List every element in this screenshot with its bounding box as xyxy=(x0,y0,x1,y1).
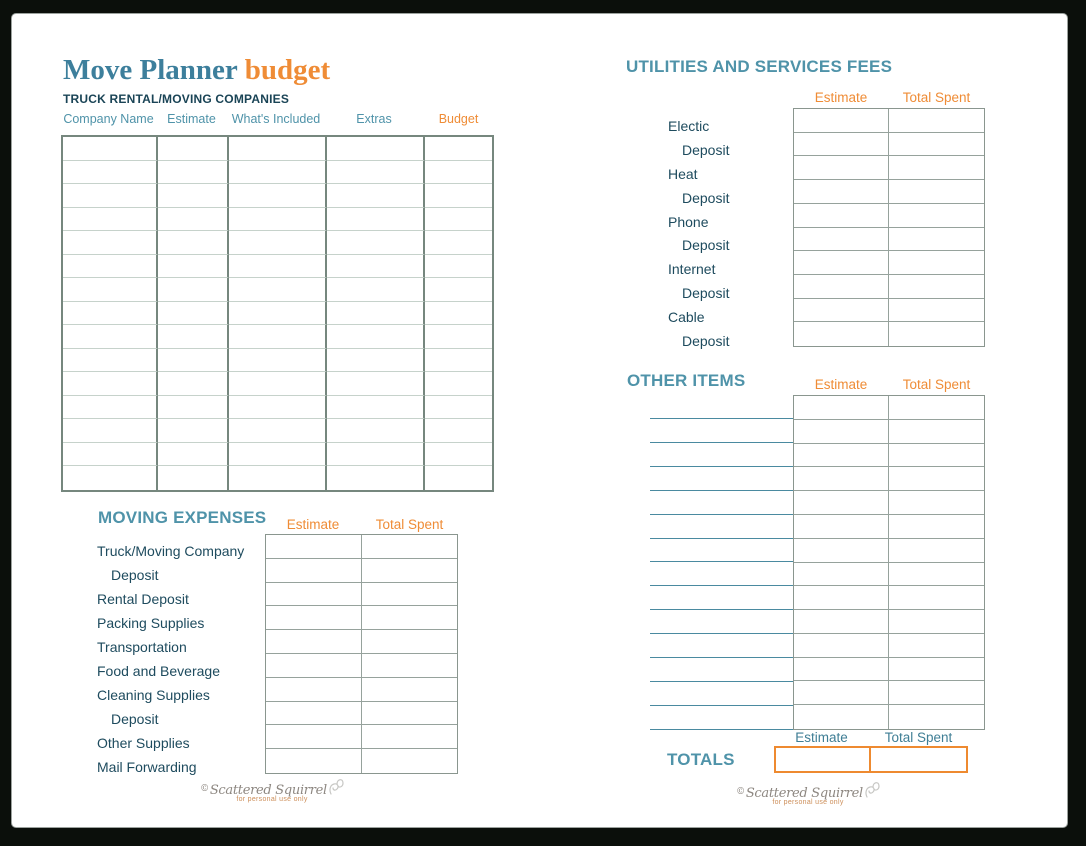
column-header-budget: Budget xyxy=(438,112,479,126)
blank-table-cell xyxy=(266,678,362,702)
blank-table-cell xyxy=(63,372,158,396)
logo-subtext: for personal use only xyxy=(236,796,308,803)
blank-table-cell xyxy=(229,184,327,208)
companies-table xyxy=(61,135,494,492)
blank-table-cell xyxy=(327,443,425,467)
blank-table-cell xyxy=(889,228,984,252)
blank-table-cell xyxy=(362,583,458,607)
blank-table-cell xyxy=(327,349,425,373)
blank-table-cell xyxy=(229,255,327,279)
blank-table-cell xyxy=(794,396,889,420)
blank-table-cell xyxy=(794,586,889,610)
blank-table-cell xyxy=(158,302,229,326)
blank-table-cell xyxy=(327,302,425,326)
write-in-line xyxy=(650,706,793,730)
blank-table-cell xyxy=(794,491,889,515)
row-label: Deposit xyxy=(111,711,159,727)
row-label: Packing Supplies xyxy=(97,615,205,631)
utilities-table xyxy=(793,108,985,347)
moving-total-spent-header: Total Spent xyxy=(375,517,444,532)
blank-table-cell xyxy=(425,208,492,232)
blank-table-cell xyxy=(327,231,425,255)
blank-table-cell xyxy=(63,325,158,349)
blank-table-cell xyxy=(889,563,984,587)
blank-table-cell xyxy=(63,396,158,420)
blank-table-cell xyxy=(158,208,229,232)
blank-table-cell xyxy=(229,372,327,396)
blank-table-cell xyxy=(794,109,889,133)
other-items-heading: OTHER ITEMS xyxy=(627,371,746,390)
totals-heading: TOTALS xyxy=(667,750,735,769)
logo-row xyxy=(736,779,880,801)
squirrel-icon xyxy=(864,779,880,799)
blank-table-cell xyxy=(229,419,327,443)
blank-table-cell xyxy=(327,255,425,279)
moving-estimate-header: Estimate xyxy=(286,517,340,532)
blank-table-cell xyxy=(158,325,229,349)
row-label: Deposit xyxy=(682,333,730,350)
blank-table-cell xyxy=(158,372,229,396)
blank-table-cell xyxy=(266,606,362,630)
blank-table-cell xyxy=(794,133,889,157)
blank-table-cell xyxy=(794,204,889,228)
blank-table-cell xyxy=(794,322,889,346)
planner-page xyxy=(11,13,1068,828)
blank-table-cell xyxy=(425,349,492,373)
blank-table-cell xyxy=(327,372,425,396)
blank-table-cell xyxy=(889,586,984,610)
blank-table-cell xyxy=(327,184,425,208)
totals-estimate-cell xyxy=(776,748,871,771)
scattered-squirrel-logo xyxy=(736,779,873,806)
blank-table-cell xyxy=(158,396,229,420)
write-in-line xyxy=(650,395,793,419)
row-label: Rental Deposit xyxy=(97,591,189,607)
blank-table-cell xyxy=(327,419,425,443)
utilities-estimate-header: Estimate xyxy=(814,90,868,105)
blank-table-cell xyxy=(889,515,984,539)
blank-table-cell xyxy=(362,535,458,559)
blank-table-cell xyxy=(266,535,362,559)
blank-table-cell xyxy=(158,443,229,467)
blank-table-cell xyxy=(889,180,984,204)
row-label: Deposit xyxy=(682,189,730,206)
blank-table-cell xyxy=(229,302,327,326)
blank-table-cell xyxy=(889,681,984,705)
row-label: Electic xyxy=(668,117,710,134)
logo-row xyxy=(200,776,344,798)
blank-table-cell xyxy=(794,539,889,563)
blank-table-cell xyxy=(794,610,889,634)
blank-table-cell xyxy=(266,725,362,749)
column-header-extras: Extras xyxy=(356,112,392,126)
blank-table-cell xyxy=(889,420,984,444)
blank-table-cell xyxy=(889,204,984,228)
column-header-whats-included: What's Included xyxy=(231,112,321,126)
blank-table-cell xyxy=(425,161,492,185)
row-label: Transportation xyxy=(97,639,187,655)
blank-table-cell xyxy=(425,231,492,255)
blank-table-cell xyxy=(327,278,425,302)
blank-table-cell xyxy=(327,161,425,185)
column-header-company-name: Company Name xyxy=(63,112,154,126)
blank-table-cell xyxy=(266,559,362,583)
blank-table-cell xyxy=(889,658,984,682)
moving-expenses-heading: MOVING EXPENSES xyxy=(98,508,267,527)
blank-table-cell xyxy=(889,109,984,133)
blank-table-cell xyxy=(794,467,889,491)
blank-table-cell xyxy=(63,231,158,255)
copyright-symbol: © xyxy=(736,787,745,797)
blank-table-cell xyxy=(158,349,229,373)
blank-table-cell xyxy=(229,231,327,255)
blank-table-cell xyxy=(63,161,158,185)
blank-table-cell xyxy=(425,184,492,208)
column-header-estimate: Estimate xyxy=(167,112,216,126)
truck-rental-subtitle: TRUCK RENTAL/MOVING COMPANIES xyxy=(63,92,290,106)
scattered-squirrel-logo xyxy=(200,776,337,803)
other-items-estimate-header: Estimate xyxy=(814,377,868,392)
blank-table-cell xyxy=(63,443,158,467)
blank-table-cell xyxy=(63,137,158,161)
write-in-line xyxy=(650,682,793,706)
row-label: Deposit xyxy=(682,237,730,254)
blank-table-cell xyxy=(362,702,458,726)
other-items-total-spent-header: Total Spent xyxy=(902,377,971,392)
blank-table-cell xyxy=(158,231,229,255)
blank-table-cell xyxy=(794,658,889,682)
blank-table-cell xyxy=(327,396,425,420)
row-label: Truck/Moving Company xyxy=(97,543,245,559)
blank-table-cell xyxy=(63,208,158,232)
blank-table-cell xyxy=(425,137,492,161)
row-label: Internet xyxy=(668,261,716,278)
blank-table-cell xyxy=(794,420,889,444)
blank-table-cell xyxy=(794,634,889,658)
blank-table-cell xyxy=(158,466,229,490)
write-in-line xyxy=(650,443,793,467)
blank-table-cell xyxy=(362,725,458,749)
blank-table-cell xyxy=(266,630,362,654)
blank-table-cell xyxy=(889,491,984,515)
write-in-line xyxy=(650,586,793,610)
write-in-line xyxy=(650,658,793,682)
write-in-line xyxy=(650,419,793,443)
row-label: Cable xyxy=(668,309,705,326)
blank-table-cell xyxy=(229,443,327,467)
totals-total-spent-header: Total Spent xyxy=(884,730,953,745)
blank-table-cell xyxy=(889,133,984,157)
blank-table-cell xyxy=(889,634,984,658)
blank-table-cell xyxy=(794,156,889,180)
blank-table-cell xyxy=(794,251,889,275)
blank-table-cell xyxy=(794,681,889,705)
blank-table-cell xyxy=(327,137,425,161)
write-in-line xyxy=(650,610,793,634)
blank-table-cell xyxy=(794,299,889,323)
write-in-line xyxy=(650,491,793,515)
blank-table-cell xyxy=(794,228,889,252)
blank-table-cell xyxy=(425,255,492,279)
totals-box xyxy=(774,746,968,773)
blank-table-cell xyxy=(889,705,984,729)
row-label: Deposit xyxy=(682,141,730,158)
blank-table-cell xyxy=(362,749,458,773)
blank-table-cell xyxy=(229,161,327,185)
row-label: Other Supplies xyxy=(97,735,190,751)
row-label: Cleaning Supplies xyxy=(97,687,210,703)
squirrel-icon xyxy=(328,776,344,796)
blank-table-cell xyxy=(158,161,229,185)
logo-subtext: for personal use only xyxy=(772,799,844,806)
blank-table-cell xyxy=(889,444,984,468)
moving-expenses-table xyxy=(265,534,458,774)
blank-table-cell xyxy=(327,325,425,349)
blank-table-cell xyxy=(362,654,458,678)
blank-table-cell xyxy=(425,396,492,420)
copyright-symbol: © xyxy=(200,784,209,794)
blank-table-cell xyxy=(889,299,984,323)
blank-table-cell xyxy=(63,184,158,208)
blank-table-cell xyxy=(889,156,984,180)
blank-table-cell xyxy=(794,180,889,204)
logo-brand-name: Scattered Squirrel xyxy=(209,783,327,798)
blank-table-cell xyxy=(229,325,327,349)
write-in-line xyxy=(650,539,793,563)
blank-table-cell xyxy=(362,559,458,583)
blank-table-cell xyxy=(889,539,984,563)
blank-table-cell xyxy=(889,251,984,275)
blank-table-cell xyxy=(266,583,362,607)
blank-table-cell xyxy=(889,322,984,346)
blank-table-cell xyxy=(362,630,458,654)
blank-table-cell xyxy=(889,610,984,634)
blank-table-cell xyxy=(63,466,158,490)
row-label: Heat xyxy=(668,165,698,182)
blank-table-cell xyxy=(425,419,492,443)
blank-table-cell xyxy=(425,443,492,467)
blank-table-cell xyxy=(362,606,458,630)
blank-table-cell xyxy=(889,275,984,299)
blank-table-cell xyxy=(425,278,492,302)
blank-table-cell xyxy=(158,184,229,208)
blank-table-cell xyxy=(425,466,492,490)
blank-table-cell xyxy=(229,278,327,302)
other-items-table xyxy=(793,395,985,730)
blank-table-cell xyxy=(889,467,984,491)
moving-expenses-labels xyxy=(97,539,262,779)
blank-table-cell xyxy=(794,705,889,729)
row-label: Mail Forwarding xyxy=(97,759,197,775)
row-label: Deposit xyxy=(111,567,159,583)
blank-table-cell xyxy=(266,749,362,773)
blank-table-cell xyxy=(158,278,229,302)
title-accent: budget xyxy=(244,54,331,86)
utilities-total-spent-header: Total Spent xyxy=(902,90,971,105)
blank-table-cell xyxy=(425,325,492,349)
blank-table-cell xyxy=(63,419,158,443)
blank-table-cell xyxy=(327,208,425,232)
blank-table-cell xyxy=(63,278,158,302)
blank-table-cell xyxy=(63,349,158,373)
blank-table-cell xyxy=(63,255,158,279)
blank-table-cell xyxy=(794,444,889,468)
blank-table-cell xyxy=(327,466,425,490)
blank-table-cell xyxy=(266,702,362,726)
blank-table-cell xyxy=(425,302,492,326)
blank-table-cell xyxy=(229,396,327,420)
blank-table-cell xyxy=(425,372,492,396)
blank-table-cell xyxy=(794,563,889,587)
logo-brand-name: Scattered Squirrel xyxy=(745,786,863,801)
write-in-line xyxy=(650,515,793,539)
write-in-line xyxy=(650,634,793,658)
title-main: Move Planner xyxy=(63,54,238,86)
blank-table-cell xyxy=(229,137,327,161)
blank-table-cell xyxy=(794,275,889,299)
blank-table-cell xyxy=(158,137,229,161)
blank-table-cell xyxy=(229,349,327,373)
blank-table-cell xyxy=(63,302,158,326)
other-items-write-in-lines xyxy=(650,395,793,730)
blank-table-cell xyxy=(266,654,362,678)
write-in-line xyxy=(650,467,793,491)
row-label: Food and Beverage xyxy=(97,663,220,679)
blank-table-cell xyxy=(362,678,458,702)
totals-total-spent-cell xyxy=(871,748,966,771)
blank-table-cell xyxy=(229,466,327,490)
utilities-labels xyxy=(668,114,798,353)
row-label: Phone xyxy=(668,213,709,230)
utilities-heading: UTILITIES AND SERVICES FEES xyxy=(626,57,893,76)
row-label: Deposit xyxy=(682,285,730,302)
totals-estimate-header: Estimate xyxy=(795,730,848,745)
blank-table-cell xyxy=(229,208,327,232)
write-in-line xyxy=(650,562,793,586)
blank-table-cell xyxy=(794,515,889,539)
blank-table-cell xyxy=(158,255,229,279)
blank-table-cell xyxy=(889,396,984,420)
page-title xyxy=(63,54,330,87)
companies-table-header-row xyxy=(61,112,494,132)
blank-table-cell xyxy=(158,419,229,443)
